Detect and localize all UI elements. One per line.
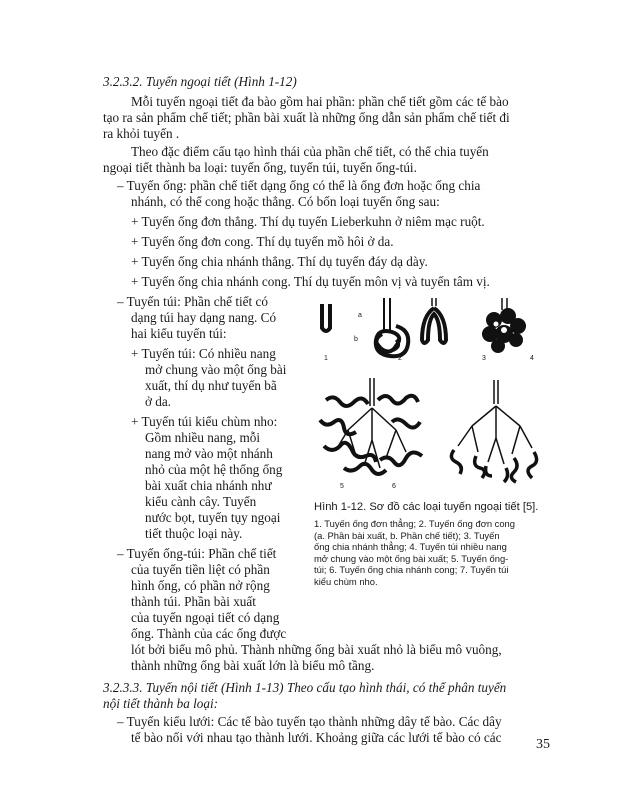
paragraph-line: Mỗi tuyến ngoại tiết đa bào gồm hai phần: phần chế tiết gồm các tế bào xyxy=(131,94,509,109)
bullet-tuyen-ong-tui: – Tuyến ống-túi: Phần chế tiết xyxy=(117,546,277,561)
figure-title: Hình 1-12. Sơ đồ các loại tuyến ngoại tiết [5]. xyxy=(314,501,539,513)
paragraph-line: Theo đặc điểm cấu tạo hình thái của phần chế tiết, có thể chia tuyến xyxy=(131,144,489,159)
section-heading-3233-cont: nội tiết thành ba loại: xyxy=(103,696,219,711)
figure-caption-line: (a. Phần bài xuất, b. Phần chế tiết); 3. Tuyến xyxy=(314,529,500,541)
section-heading-3233: 3.2.3.3. Tuyến nội tiết (Hình 1-13) Theo cấu tạo hình thái, có thể phân tuyến xyxy=(103,680,507,695)
figure-label-1: 1 xyxy=(324,355,328,362)
sub-bullet: + Tuyến ống chia nhánh thẳng. Thí dụ tuyến đáy dạ dày. xyxy=(131,254,428,269)
exocrine-gland-figure xyxy=(308,290,548,495)
paragraph-line: hai kiểu tuyến túi: xyxy=(131,326,227,341)
bullet-tuyen-ong: – Tuyến ống: phần chế tiết dạng ống có thể là ống đơn hoặc ống chia xyxy=(117,178,481,193)
paragraph-line: thành những ống bài xuất lớn là biểu mô tầng. xyxy=(131,658,375,673)
sub-bullet: + Tuyến túi: Có nhiều nang xyxy=(131,346,276,361)
paragraph-line: xuất, thí dụ như tuyến bã xyxy=(145,378,277,393)
figure-caption-line: mở chung vào một ống bài xuất; 5. Tuyến ống- xyxy=(314,552,509,564)
bullet-tuyen-kieu-luoi: – Tuyến kiểu lưới: Các tế bào tuyến tạo thành những dây tế bào. Các dây xyxy=(117,714,502,729)
section-heading-3232: 3.2.3.2. Tuyến ngoại tiết (Hình 1-12) xyxy=(103,74,297,89)
figure-label-4: 4 xyxy=(530,355,534,362)
paragraph-line: mở chung vào một ống bài xyxy=(145,362,287,377)
page-number: 35 xyxy=(536,737,550,752)
paragraph-line: ngoại tiết thành ba loại: tuyến ống, tuyến túi, tuyến ống-túi. xyxy=(103,160,417,175)
gland-diagram-2 xyxy=(376,298,408,356)
figure-label-b: b xyxy=(354,336,358,343)
paragraph-line: thành túi. Phần bài xuất xyxy=(131,594,256,609)
figure-caption-line: 1. Tuyến ống đơn thẳng; 2. Tuyến ống đơn cong xyxy=(314,518,515,529)
paragraph-line: lót bởi biểu mô phủ. Thành những ống bài xuất nhỏ là biểu mô vuông, xyxy=(131,642,502,657)
gland-diagram-4 xyxy=(482,298,526,353)
paragraph-line: tế bào nối với nhau tạo thành lưới. Khoảng giữa các lưới tế bào có các xyxy=(131,730,502,745)
paragraph-line: ống. Thành của các ống được xyxy=(131,626,287,641)
sub-bullet: + Tuyến ống đơn thẳng. Thí dụ tuyến Lieberkuhn ở niêm mạc ruột. xyxy=(131,214,485,229)
figure-label-3: 3 xyxy=(482,355,486,362)
paragraph-line: kiểu cành cây. Tuyến xyxy=(145,494,257,509)
figure-caption-line: kiểu chùm nho. xyxy=(314,575,378,587)
sub-bullet: + Tuyến túi kiểu chùm nho: xyxy=(131,414,278,429)
paragraph-line: Gồm nhiều nang, mỗi xyxy=(145,430,261,445)
sub-bullet: + Tuyến ống đơn cong. Thí dụ tuyến mồ hôi ở da. xyxy=(131,234,394,249)
paragraph-line: nhỏ của một hệ thống ống xyxy=(145,462,283,477)
figure-label-a: a xyxy=(358,312,362,319)
figure-caption-line: túi; 6. Tuyến ống chia nhánh cong; 7. Tuyến túi xyxy=(314,564,509,575)
paragraph-line: ở da. xyxy=(145,394,172,409)
sub-bullet: + Tuyến ống chia nhánh cong. Thí dụ tuyến môn vị và tuyến tâm vị. xyxy=(131,274,490,289)
paragraph-line: của tuyến tiền liệt có phần xyxy=(131,562,270,577)
paragraph-line: ra khỏi tuyến . xyxy=(103,126,180,141)
figure-label-6: 6 xyxy=(392,483,396,490)
paragraph-line: nang mở vào một nhánh xyxy=(145,446,273,461)
paragraph-line: dạng túi hay dạng nang. Có xyxy=(131,310,277,325)
paragraph-line: tạo ra sản phẩm chế tiết; phần bài xuất là những ống dẫn sản phẩm chế tiết đi xyxy=(103,110,510,125)
paragraph-line: tiết thuộc loại này. xyxy=(145,526,243,541)
gland-diagram-3 xyxy=(422,298,446,343)
paragraph-line: nhánh, có thể cong hoặc thẳng. Có bốn loại tuyến ống sau: xyxy=(131,194,440,209)
figure-label-2: 2 xyxy=(398,355,402,362)
paragraph-line: bài xuất chia nhánh như xyxy=(145,478,272,493)
paragraph-line: của tuyến ngoại tiết có dạng xyxy=(131,610,280,625)
figure-label-5: 5 xyxy=(340,483,344,490)
paragraph-line: nước bọt, tuyến tụy ngoại xyxy=(145,510,281,525)
gland-diagram-6 xyxy=(451,380,536,482)
gland-diagram-1 xyxy=(322,304,330,331)
paragraph-line: hình ống, có phần nở rộng xyxy=(131,578,270,593)
figure-caption-line: ống chia nhánh thẳng; 4. Tuyến túi nhiều nang xyxy=(314,541,507,552)
gland-diagram-5 xyxy=(320,378,422,474)
bullet-tuyen-tui: – Tuyến túi: Phần chế tiết có xyxy=(117,294,268,309)
